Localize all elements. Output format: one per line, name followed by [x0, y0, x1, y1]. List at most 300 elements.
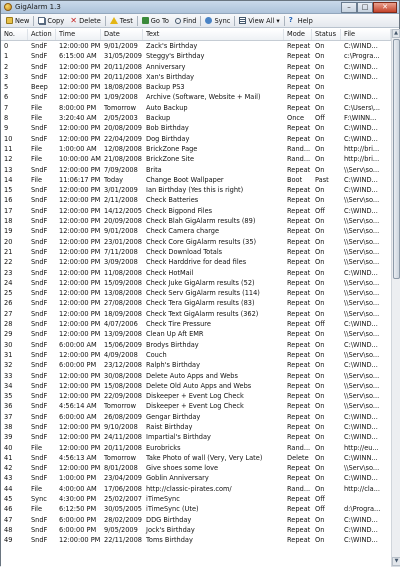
cell-date: 23/01/2008	[104, 237, 143, 246]
goto-button[interactable]	[139, 15, 172, 27]
cell-text: Backup	[146, 114, 171, 123]
cell-text: Change Boot Wallpaper	[146, 175, 224, 184]
cell-text: Check Download Totals	[146, 247, 223, 256]
cell-action: SndF	[31, 525, 48, 534]
cell-file: C:\Users\...	[344, 103, 381, 112]
cell-time: 12:00:00 PM	[59, 371, 101, 380]
cell-status: On	[315, 247, 325, 256]
table-row[interactable]	[1, 432, 391, 442]
cell-status: On	[315, 83, 325, 92]
cell-text: Eurobricks	[146, 443, 181, 452]
cell-date: 7/11/2008	[104, 247, 138, 256]
cell-text: Check Core GigAlarm results (35)	[146, 237, 257, 246]
table-row[interactable]	[1, 401, 391, 411]
cell-action: Sync	[31, 495, 47, 504]
table-row[interactable]	[1, 226, 391, 236]
table-row[interactable]	[1, 340, 391, 350]
cell-action: File	[31, 114, 43, 123]
cell-time: 12:00:00 PM	[59, 289, 101, 298]
maximize-button[interactable]: □	[357, 2, 373, 13]
cell-file: \\Serv\so...	[344, 392, 380, 401]
table-row[interactable]	[1, 103, 391, 113]
cell-file: C:\WIND...	[344, 361, 378, 370]
cell-date: 20/09/2008	[104, 217, 143, 226]
cell-time: 12:00:00 PM	[59, 268, 101, 277]
cell-file: http://bri...	[344, 144, 380, 153]
table-row[interactable]	[1, 494, 391, 504]
cell-date: 8/01/2008	[104, 464, 138, 473]
scroll-down-arrow-icon[interactable]: ▼	[392, 557, 400, 566]
cell-file: \\Serv\so...	[344, 299, 380, 308]
cell-text: Ralph's Birthday	[146, 361, 200, 370]
delete-icon: ✕	[70, 16, 77, 25]
cell-status: On	[315, 422, 325, 431]
cell-mode: Repeat	[287, 525, 311, 534]
cell-text: Check HotMail	[146, 268, 194, 277]
table-row[interactable]	[1, 525, 391, 535]
cell-time: 6:00:00 PM	[59, 525, 97, 534]
cell-time: 6:00:00 AM	[59, 412, 97, 421]
cell-date: 9/01/2009	[104, 42, 138, 50]
caption-buttons	[341, 2, 397, 13]
table-row[interactable]	[1, 41, 391, 51]
cell-text: Delete Auto Apps and Webs	[146, 371, 238, 380]
cell-action: SndF	[31, 361, 48, 370]
table-row[interactable]	[1, 113, 391, 123]
cell-time: 12:00:00 PM	[59, 186, 101, 195]
view-all-label: View All	[248, 16, 275, 25]
cell-no: 2	[4, 62, 9, 71]
table-row[interactable]	[1, 62, 391, 72]
cell-text: Archive (Software, Website + Mail)	[146, 93, 261, 102]
cell-status: On	[315, 72, 325, 81]
cell-action: SndF	[31, 247, 48, 256]
cell-status: On	[315, 350, 325, 359]
table-row[interactable]	[1, 309, 391, 319]
column-header-mode[interactable]: Mode	[284, 29, 312, 40]
table-row[interactable]	[1, 422, 391, 432]
cell-action: SndF	[31, 165, 48, 174]
alarm-list[interactable]	[1, 29, 391, 567]
cell-status: On	[315, 134, 325, 143]
table-row[interactable]	[1, 391, 391, 401]
cell-status: On	[315, 484, 325, 493]
toolbar-separator	[137, 16, 138, 26]
cell-mode: Repeat	[287, 361, 311, 370]
cell-action: SndF	[31, 381, 48, 390]
cell-time: 12:00:00 PM	[59, 206, 101, 215]
column-header-text[interactable]: Text	[143, 29, 284, 40]
cell-action: SndF	[31, 515, 48, 524]
cell-status: On	[315, 144, 325, 153]
table-row[interactable]	[1, 175, 391, 185]
table-row[interactable]	[1, 515, 391, 525]
cell-no: 1	[4, 52, 9, 61]
table-row[interactable]	[1, 123, 391, 133]
cell-mode: Rand...	[287, 144, 311, 153]
cell-text: BrickZone Page	[146, 144, 198, 153]
cell-file: \\Serv\so...	[344, 247, 380, 256]
cell-time: 11:06:17 PM	[59, 175, 101, 184]
table-row[interactable]	[1, 473, 391, 483]
cell-time: 12:00:00 PM	[59, 72, 101, 81]
cell-text: Brodys Birthday	[146, 340, 199, 349]
cell-text: Bob Birthday	[146, 124, 189, 133]
cell-no: 39	[4, 433, 13, 442]
cell-time: 10:00:00 AM	[59, 155, 101, 164]
column-header-date[interactable]: Date	[101, 29, 143, 40]
table-row[interactable]	[1, 206, 391, 216]
cell-text: Brita	[146, 165, 162, 174]
cell-file: \\Serv\so...	[344, 350, 380, 359]
scroll-thumb[interactable]	[393, 39, 400, 279]
cell-file: \\Serv\so...	[344, 196, 380, 205]
cell-date: Tomorrow	[104, 402, 136, 411]
table-row[interactable]	[1, 195, 391, 205]
toolbar-separator	[234, 16, 235, 26]
cell-file: \\Serv\so...	[344, 165, 380, 174]
cell-date: 9/10/2008	[104, 422, 138, 431]
cell-no: 19	[4, 227, 13, 236]
cell-mode: Repeat	[287, 299, 311, 308]
cell-no: 6	[4, 93, 9, 102]
cell-text: Gengar Birthday	[146, 412, 201, 421]
cell-date: 21/08/2008	[104, 155, 143, 164]
cell-status: On	[315, 124, 325, 133]
cell-date: 15/06/2009	[104, 340, 143, 349]
cell-file: \\Serv\so...	[344, 464, 380, 473]
help-button[interactable]	[286, 15, 316, 27]
cell-no: 30	[4, 340, 13, 349]
table-row[interactable]	[1, 319, 391, 329]
cell-no: 34	[4, 381, 13, 390]
cell-date: 31/05/2009	[104, 52, 143, 61]
cell-file: C:\WIND...	[344, 268, 378, 277]
table-row[interactable]	[1, 257, 391, 267]
cell-no: 17	[4, 206, 13, 215]
cell-text: Check Camera charge	[146, 227, 220, 236]
table-row[interactable]	[1, 453, 391, 463]
cell-mode: Boot	[287, 175, 303, 184]
cell-status: On	[315, 381, 325, 390]
table-row[interactable]	[1, 247, 391, 257]
table-row[interactable]	[1, 278, 391, 288]
table-row[interactable]	[1, 185, 391, 195]
alarm-clock-icon	[4, 3, 12, 11]
table-row[interactable]	[1, 51, 391, 61]
cell-time: 12:00:00 PM	[59, 330, 101, 339]
cell-date: 3/01/2009	[104, 186, 138, 195]
cell-mode: Repeat	[287, 515, 311, 524]
cell-date: 26/08/2009	[104, 412, 143, 421]
cell-time: 12:00:00 PM	[59, 299, 101, 308]
cell-time: 12:00:00 PM	[59, 392, 101, 401]
cell-no: 23	[4, 268, 13, 277]
help-icon: ?	[288, 16, 293, 24]
cell-no: 47	[4, 515, 13, 524]
cell-no: 22	[4, 258, 13, 267]
cell-date: 11/08/2008	[104, 268, 143, 277]
table-row[interactable]	[1, 350, 391, 360]
cell-no: 42	[4, 464, 13, 473]
cell-mode: Repeat	[287, 495, 311, 504]
table-row[interactable]	[1, 82, 391, 92]
cell-date: 4/07/2006	[104, 320, 138, 329]
cell-no: 27	[4, 309, 13, 318]
new-button[interactable]	[3, 15, 32, 27]
cell-date: 4/09/2008	[104, 350, 138, 359]
delete-label: Delete	[79, 16, 101, 25]
cell-status: Off	[315, 320, 325, 329]
cell-time: 12:00:00 PM	[59, 536, 101, 545]
cell-date: 13/08/2008	[104, 289, 143, 298]
cell-action: Beep	[31, 83, 48, 92]
cell-date: Tomorrow	[104, 103, 136, 112]
table-row[interactable]	[1, 412, 391, 422]
goto-icon	[142, 17, 149, 24]
cell-file	[341, 494, 391, 504]
cell-status: On	[315, 268, 325, 277]
cell-text: Auto Backup	[146, 103, 188, 112]
cell-time: 12:00:00 PM	[59, 237, 101, 246]
cell-action: SndF	[31, 206, 48, 215]
title-bar[interactable]	[1, 1, 399, 14]
cell-file: http://bri...	[344, 155, 380, 164]
cell-no: 11	[4, 144, 13, 153]
table-row[interactable]	[1, 371, 391, 381]
cell-file: \\Serv\so...	[344, 330, 380, 339]
cell-file: \\Serv\so...	[344, 309, 380, 318]
cell-action: File	[31, 505, 43, 514]
cell-mode: Repeat	[287, 258, 311, 267]
cell-status: On	[315, 299, 325, 308]
cell-status: Off	[315, 495, 325, 504]
cell-text: Check Blah GigAlarm results (89)	[146, 217, 256, 226]
cell-mode: Repeat	[287, 464, 311, 473]
cell-status: On	[315, 515, 325, 524]
cell-no: 24	[4, 278, 13, 287]
cell-action: SndF	[31, 464, 48, 473]
table-row[interactable]	[1, 504, 391, 514]
chevron-down-icon: ▾	[276, 16, 280, 25]
cell-mode: Repeat	[287, 124, 311, 133]
cell-date: 23/04/2009	[104, 474, 143, 483]
cell-status: On	[315, 103, 325, 112]
cell-text: iTimeSync (Ute)	[146, 505, 199, 514]
test-icon	[110, 17, 118, 24]
cell-text: Check Tire Pressure	[146, 320, 211, 329]
cell-action: SndF	[31, 453, 48, 462]
table-row[interactable]	[1, 329, 391, 339]
cell-action: SndF	[31, 278, 48, 287]
cell-date: 7/09/2008	[104, 165, 138, 174]
cell-mode: Repeat	[287, 412, 311, 421]
cell-status: On	[315, 155, 325, 164]
table-row[interactable]	[1, 268, 391, 278]
search-icon	[175, 18, 181, 24]
cell-file: C:\WIND...	[344, 186, 378, 195]
cell-text: Check Harddrive for dead files	[146, 258, 247, 267]
cell-no: 32	[4, 361, 13, 370]
copy-button[interactable]	[35, 15, 67, 27]
help-label: Help	[297, 16, 313, 25]
sync-button[interactable]	[202, 15, 233, 27]
cell-no: 35	[4, 392, 13, 401]
sync-label: Sync	[214, 16, 231, 25]
table-row[interactable]	[1, 535, 391, 545]
cell-time: 12:00:00 PM	[59, 93, 101, 102]
cell-file: http://cla...	[344, 484, 380, 493]
column-header-time[interactable]: Time	[56, 29, 101, 40]
cell-mode: Repeat	[287, 278, 311, 287]
cell-mode: Repeat	[287, 93, 311, 102]
table-row[interactable]	[1, 154, 391, 164]
view-all-button[interactable]	[236, 15, 282, 27]
cell-time: 12:00:00 PM	[59, 443, 101, 452]
cell-mode: Repeat	[287, 103, 311, 112]
cell-mode: Repeat	[287, 268, 311, 277]
cell-mode: Repeat	[287, 217, 311, 226]
cell-mode: Repeat	[287, 371, 311, 380]
cell-mode: Repeat	[287, 402, 311, 411]
cell-text: Zack's Birthday	[146, 42, 198, 50]
table-row[interactable]	[1, 360, 391, 370]
cell-time: 8:00:00 PM	[59, 103, 97, 112]
cell-action: SndF	[31, 474, 48, 483]
cell-time: 12:00:00 PM	[59, 124, 101, 133]
cell-status: On	[315, 536, 325, 545]
table-row[interactable]	[1, 463, 391, 473]
sync-icon	[205, 17, 212, 24]
cell-file: C:\WINN...	[344, 453, 378, 462]
toolbar-separator	[33, 16, 34, 26]
cell-status: On	[315, 42, 325, 50]
cell-action: SndF	[31, 350, 48, 359]
cell-action: SndF	[31, 299, 48, 308]
cell-date: 20/11/2008	[104, 62, 143, 71]
test-button[interactable]	[107, 15, 136, 27]
cell-text: Take Photo of wall (Very, Very Late)	[146, 453, 263, 462]
cell-status: Off	[315, 505, 325, 514]
cell-status: On	[315, 62, 325, 71]
cell-time: 12:00:00 PM	[59, 196, 101, 205]
table-row[interactable]	[1, 237, 391, 247]
delete-button[interactable]	[67, 15, 104, 27]
table-row[interactable]	[1, 92, 391, 102]
cell-text: Impartial's Birthday	[146, 433, 211, 442]
cell-time: 4:00:00 AM	[59, 484, 97, 493]
cell-status: On	[315, 361, 325, 370]
minimize-button[interactable]: –	[341, 2, 357, 13]
cell-status: On	[315, 196, 325, 205]
table-row[interactable]	[1, 134, 391, 144]
vertical-scrollbar[interactable]	[391, 29, 400, 566]
cell-date: 15/08/2008	[104, 381, 143, 390]
cell-status: On	[315, 412, 325, 421]
cell-file: c:\Progra...	[344, 52, 380, 61]
cell-action: SndF	[31, 237, 48, 246]
cell-no: 49	[4, 536, 13, 545]
close-button[interactable]: ✕	[373, 2, 397, 13]
cell-mode: Repeat	[287, 474, 311, 483]
cell-file: C:\WIND...	[344, 175, 378, 184]
goto-label: Go To	[150, 16, 169, 25]
cell-no: 20	[4, 237, 13, 246]
table-row[interactable]	[1, 381, 391, 391]
cell-no: 46	[4, 505, 13, 514]
table-row[interactable]	[1, 484, 391, 494]
cell-action: File	[31, 155, 43, 164]
cell-no: 21	[4, 247, 13, 256]
cell-mode: Repeat	[287, 422, 311, 431]
cell-text: iTimeSync	[146, 495, 180, 504]
table-row[interactable]	[1, 216, 391, 226]
cell-time: 12:00:00 PM	[59, 247, 101, 256]
cell-file: C:\WIND...	[344, 412, 378, 421]
cell-date: 30/05/2005	[104, 505, 143, 514]
cell-action: SndF	[31, 134, 48, 143]
cell-time: 12:00:00 PM	[59, 433, 101, 442]
cell-mode: Repeat	[287, 309, 311, 318]
cell-action: SndF	[31, 62, 48, 71]
cell-status: On	[315, 278, 325, 287]
list-header	[1, 29, 391, 41]
scroll-up-arrow-icon[interactable]: ▲	[392, 29, 400, 38]
cell-status: On	[315, 289, 325, 298]
cell-time: 4:56:14 AM	[59, 402, 97, 411]
table-row[interactable]	[1, 144, 391, 154]
table-row[interactable]	[1, 165, 391, 175]
cell-no: 8	[4, 114, 9, 123]
cell-time: 12:00:00 PM	[59, 217, 101, 226]
column-header-action[interactable]: Action	[28, 29, 56, 40]
cell-text: Check Batteries	[146, 196, 199, 205]
table-row[interactable]	[1, 72, 391, 82]
cell-action: SndF	[31, 258, 48, 267]
cell-file: C:\WIND...	[344, 124, 378, 133]
cell-mode: Repeat	[287, 227, 311, 236]
find-button[interactable]	[172, 15, 200, 27]
cell-mode: Repeat	[287, 247, 311, 256]
cell-no: 10	[4, 134, 13, 143]
cell-mode: Repeat	[287, 62, 311, 71]
cell-mode: Delete	[287, 453, 309, 462]
copy-label: Copy	[47, 16, 65, 25]
cell-no: 0	[4, 42, 9, 50]
column-header-status[interactable]: Status	[312, 29, 341, 40]
cell-time: 12:00:00 PM	[59, 464, 101, 473]
cell-mode: Repeat	[287, 330, 311, 339]
cell-status: On	[315, 237, 325, 246]
cell-action: SndF	[31, 52, 48, 61]
cell-mode: Repeat	[287, 134, 311, 143]
column-header-file[interactable]: File	[341, 29, 391, 40]
table-row[interactable]	[1, 298, 391, 308]
cell-file: C:\WIND...	[344, 433, 378, 442]
cell-no: 3	[4, 72, 9, 81]
cell-time: 6:12:50 PM	[59, 505, 97, 514]
table-row[interactable]	[1, 288, 391, 298]
cell-text: Goblin Anniversary	[146, 474, 209, 483]
cell-text: Toms Birthday	[146, 536, 193, 545]
cell-status: On	[315, 453, 325, 462]
column-header-no[interactable]: No.	[1, 29, 28, 40]
cell-time: 6:00:00 PM	[59, 361, 97, 370]
cell-file: C:\WIND...	[344, 62, 378, 71]
cell-file: C:\WIND...	[344, 536, 378, 545]
cell-text: Check Text GigAlarm results (362)	[146, 309, 259, 318]
table-row[interactable]	[1, 443, 391, 453]
